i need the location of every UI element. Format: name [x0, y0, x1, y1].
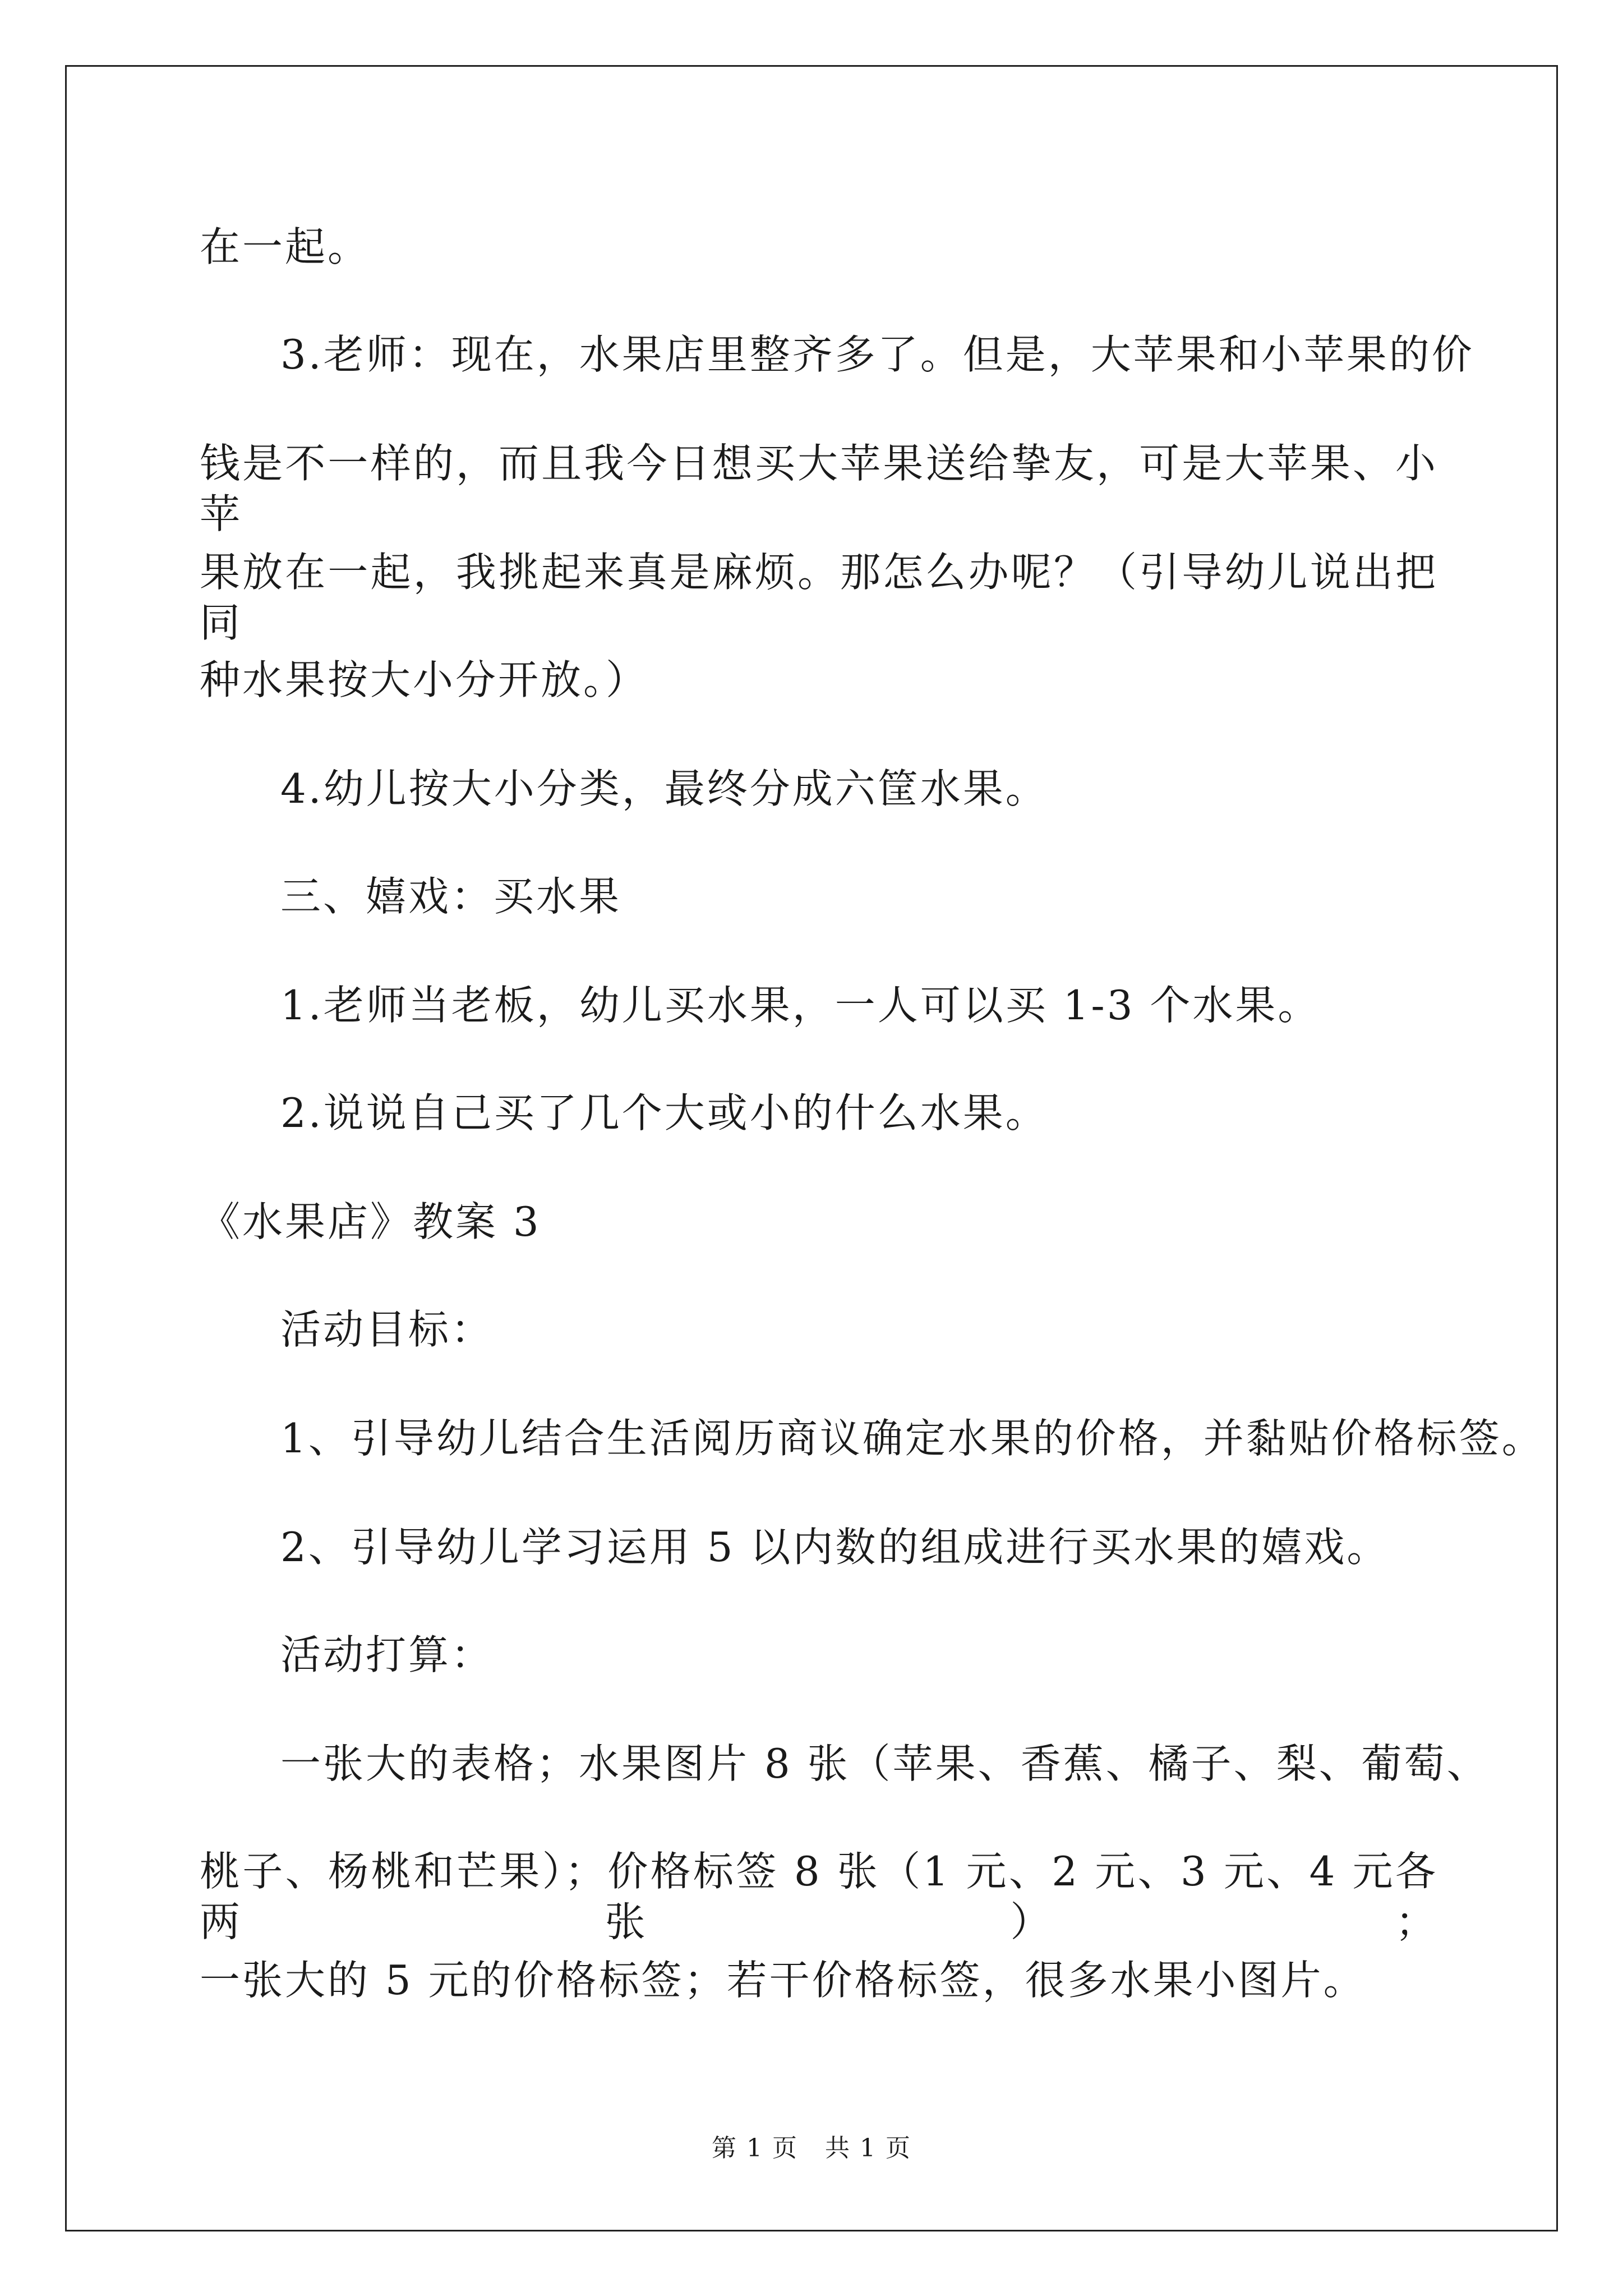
page-number: 第 1 页: [712, 2134, 798, 2162]
paragraph-line: 果放在一起，我挑起来真是麻烦。那怎么办呢？（引导幼儿说出把同: [200, 549, 1438, 646]
paragraph-line: 1.老师当老板，幼儿买水果，一人可以买 1-3 个水果。: [280, 982, 1321, 1029]
section-heading: 活动目标：: [280, 1306, 494, 1353]
page-total: 共 1 页: [825, 2134, 911, 2162]
section-heading: 三、嬉戏：买水果: [280, 873, 622, 920]
section-heading: 活动打算：: [280, 1631, 494, 1678]
paragraph-line: 3.老师：现在，水果店里整齐多了。但是，大苹果和小苹果的价: [280, 331, 1474, 378]
paragraph-line: 在一起。: [200, 223, 371, 270]
paragraph-line: 2、引导幼儿学习运用 5 以内数的组成进行买水果的嬉戏。: [280, 1524, 1390, 1571]
paragraph-line: 钱是不一样的，而且我今日想买大苹果送给挚友，可是大苹果、小苹: [200, 440, 1438, 537]
paragraph-line: 1、引导幼儿结合生活阅历商议确定水果的价格，并黏贴价格标签。: [280, 1415, 1544, 1462]
paragraph-line: 一张大的表格；水果图片 8 张（苹果、香蕉、橘子、梨、葡萄、: [280, 1740, 1490, 1787]
paragraph-line: 种水果按大小分开放。）: [200, 656, 649, 703]
paragraph-line: 桃子、杨桃和芒果）；价格标签 8 张（1 元、2 元、3 元、4 元各两张）；: [200, 1848, 1438, 1945]
paragraph-line: 一张大的 5 元的价格标签；若干价格标签，很多水果小图片。: [200, 1957, 1366, 2004]
paragraph-line: 2.说说自己买了几个大或小的什么水果。: [280, 1089, 1048, 1137]
document-title: 《水果店》教案 3: [200, 1198, 541, 1245]
paragraph-line: 4.幼儿按大小分类，最终分成六筐水果。: [280, 765, 1048, 812]
page-footer: [0, 2133, 1623, 2164]
